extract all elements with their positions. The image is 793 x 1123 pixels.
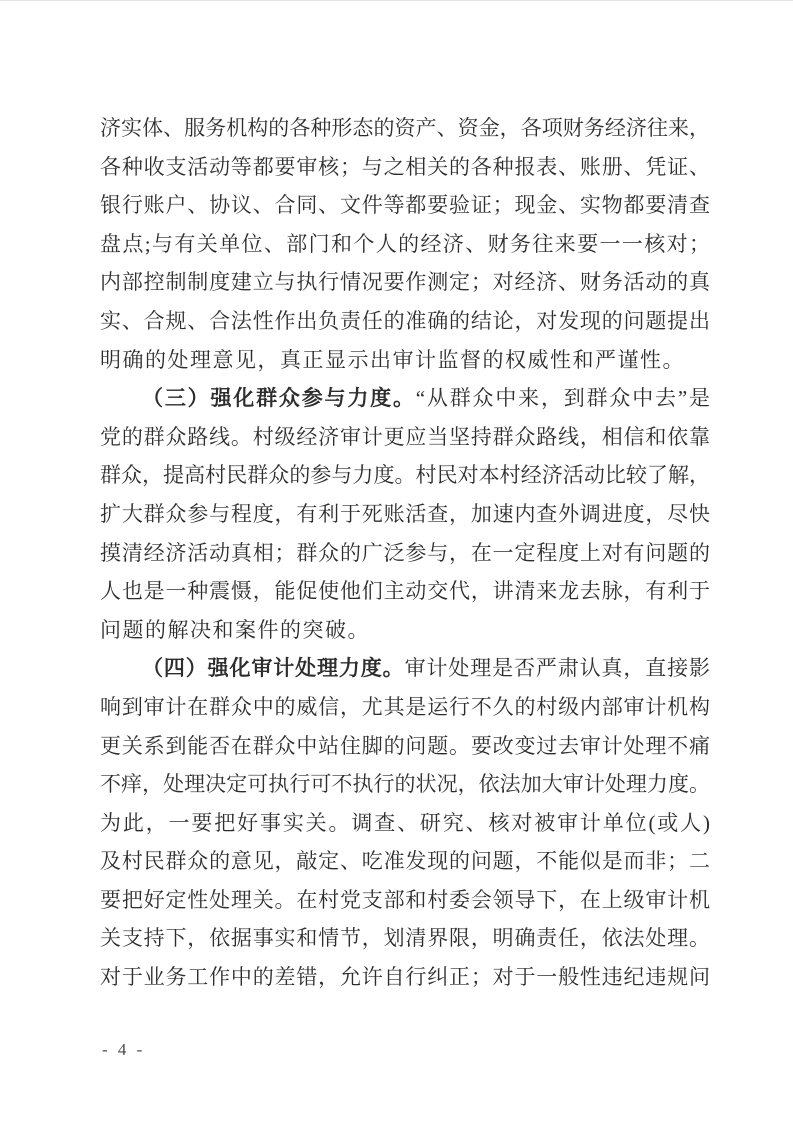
text-segment: 及村民群众的意见，敲定、吃准发现的问题，不能似是而非；二 xyxy=(100,849,710,874)
text-line xyxy=(100,727,710,766)
text-segment: 济实体、服务机构的各种形态的资产、资金，各项财务经济往来， xyxy=(100,116,710,140)
text-line xyxy=(100,688,710,727)
text-line xyxy=(100,611,710,650)
text-line xyxy=(100,379,710,418)
text-line xyxy=(100,109,710,148)
text-segment: 为此，一要把好事实关。调查、研究、核对被审计单位(或人) xyxy=(100,810,710,835)
text-line xyxy=(100,341,710,380)
text-segment: 群众，提高村民群众的参与力度。村民对本村经济活动比较了解， xyxy=(100,463,710,488)
text-line xyxy=(100,263,710,302)
text-segment: 对于业务工作中的差错，允许自行纠正；对于一般性违纪违规问 xyxy=(100,965,710,990)
text-segment: 盘点;与有关单位、部门和个人的经济、财务往来要一一核对； xyxy=(100,231,710,256)
text-line xyxy=(100,225,710,264)
text-segment: 响到审计在群众中的威信，尤其是运行不久的村级内部审计机构 xyxy=(100,694,710,719)
text-line xyxy=(100,186,710,225)
text-line xyxy=(100,418,710,457)
text-segment: 问题的解决和案件的突破。 xyxy=(100,617,370,642)
text-segment: 内部控制制度建立与执行情况要作测定；对经济、财务活动的真 xyxy=(100,270,710,295)
text-line xyxy=(100,572,710,611)
text-line xyxy=(100,881,710,920)
section-heading: （四）强化审计处理力度。 xyxy=(142,656,405,681)
text-block xyxy=(100,109,710,997)
page-number: - 4 - xyxy=(102,1040,146,1059)
text-segment: 不痒，处理决定可执行可不执行的状况，依法加大审计处理力度。 xyxy=(100,772,710,797)
text-line xyxy=(100,765,710,804)
section-heading: （三）强化群众参与力度。 xyxy=(142,386,416,411)
text-segment: 关支持下，依据事实和情节，划清界限，明确责任，依法处理。 xyxy=(100,926,710,951)
text-segment: 人也是一种震慑，能促使他们主动交代，讲清来龙去脉，有利于 xyxy=(100,579,710,604)
text-segment: 扩大群众参与程度，有利于死账活查，加速内查外调进度，尽快 xyxy=(100,501,710,526)
text-line xyxy=(100,148,710,187)
text-line xyxy=(100,456,710,495)
text-segment: 银行账户、协议、合同、文件等都要验证；现金、实物都要清查 xyxy=(100,193,710,218)
text-segment: “从群众中来，到群众中去”是 xyxy=(415,386,710,411)
text-line xyxy=(100,495,710,534)
text-line xyxy=(100,302,710,341)
text-segment: 要把好定性处理关。在村党支部和村委会领导下，在上级审计机 xyxy=(100,887,710,912)
text-line xyxy=(100,842,710,881)
text-line xyxy=(100,958,710,997)
text-line xyxy=(100,649,710,688)
text-segment: 明确的处理意见，真正显示出审计监督的权威性和严谨性。 xyxy=(100,347,685,372)
text-segment: 实、合规、合法性作出负责任的准确的结论，对发现的问题提出 xyxy=(100,308,710,333)
text-segment: 审计处理是否严肃认真，直接影 xyxy=(404,656,710,681)
text-line xyxy=(100,534,710,573)
text-segment: 党的群众路线。村级经济审计更应当坚持群众路线，相信和依靠 xyxy=(100,424,710,449)
text-segment: 更关系到能否在群众中站住脚的问题。要改变过去审计处理不痛 xyxy=(100,733,710,758)
text-segment: 各种收支活动等都要审核；与之相关的各种报表、账册、凭证、 xyxy=(100,154,710,179)
text-segment: 摸清经济活动真相；群众的广泛参与，在一定程度上对有问题的 xyxy=(100,540,710,565)
text-line xyxy=(100,804,710,843)
text-line xyxy=(100,919,710,958)
